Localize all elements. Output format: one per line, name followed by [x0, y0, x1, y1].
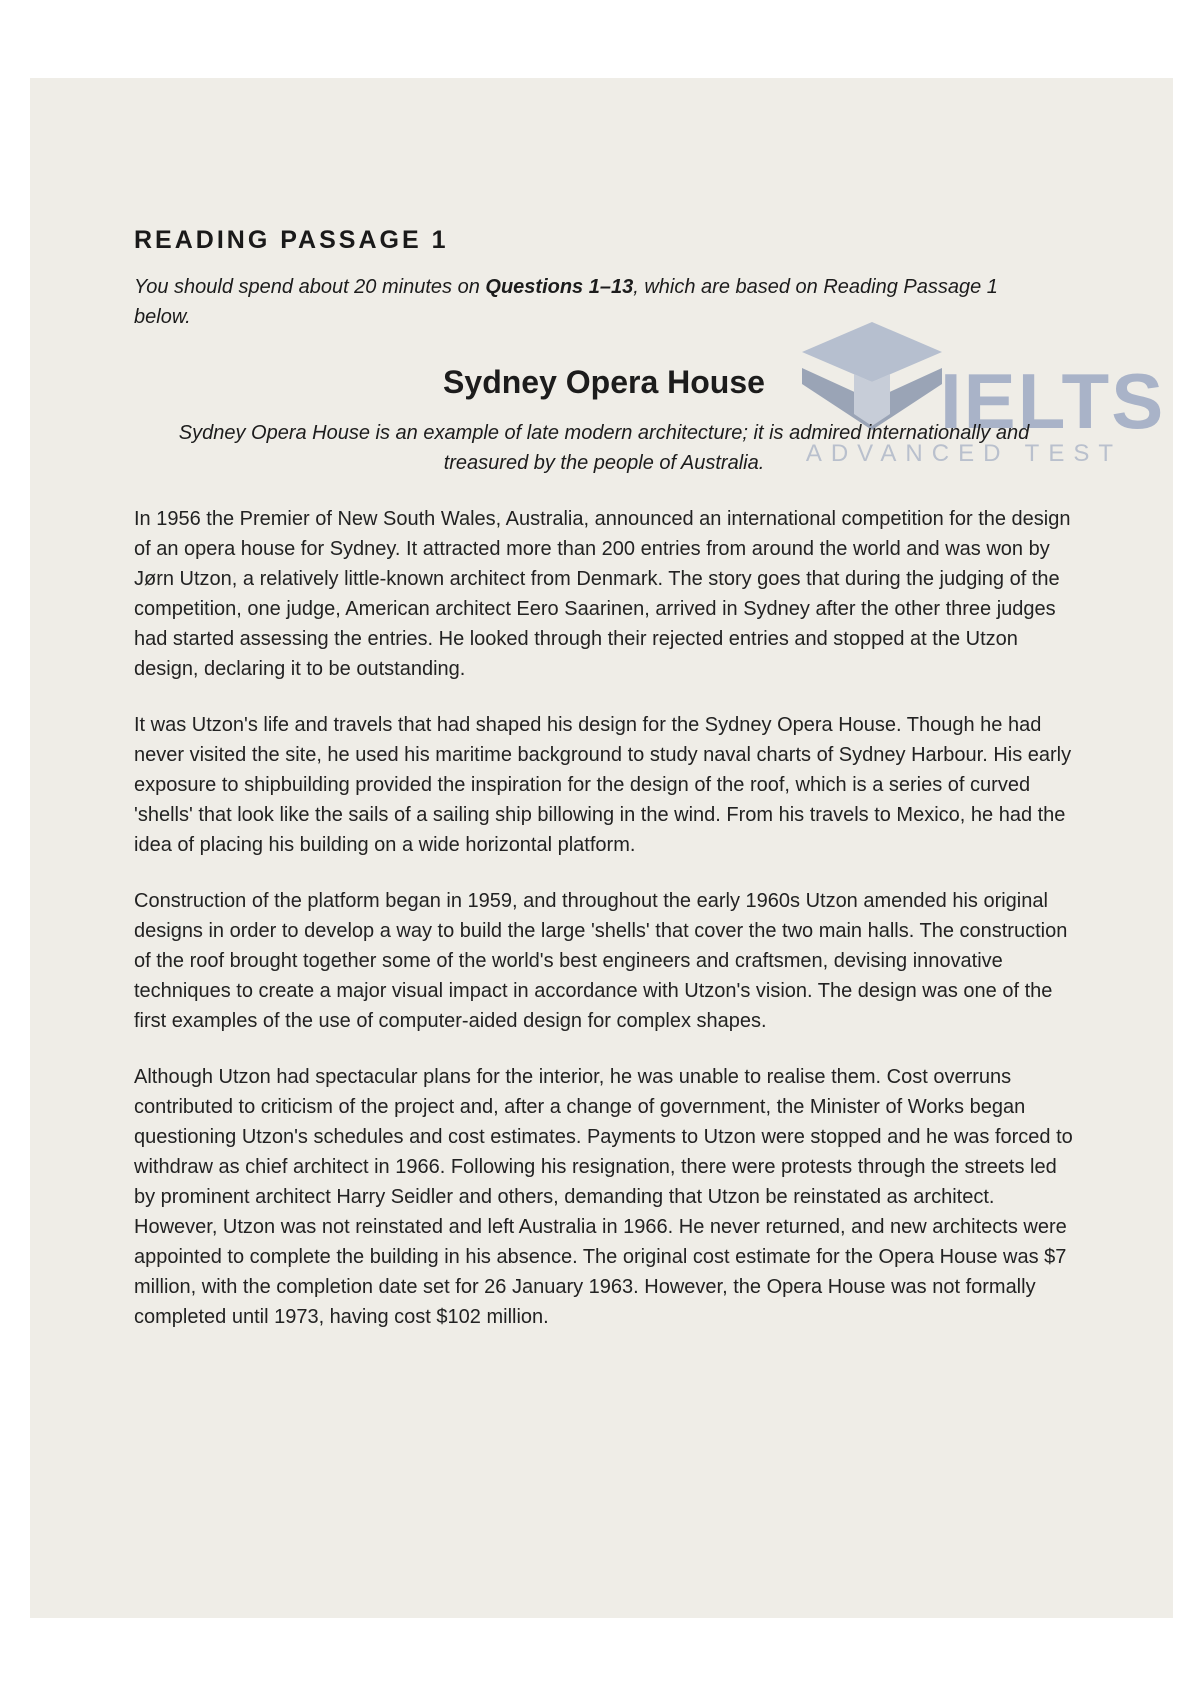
passage-title: Sydney Opera House: [443, 364, 765, 400]
instructions-text-end: , which are based on Reading Passage 1 below.: [134, 276, 998, 328]
instructions-questions: Questions 1–13: [485, 276, 634, 298]
passage-content: [134, 226, 1074, 1332]
paragraph-3: Construction of the platform began in 1959, and throughout the early 1960s Utzon amended his original designs in order to develop a way to build the large 'shells' that cover the two main halls. The construction of the roof brought together some of the world's best engineers and craftsmen, devising innovative techniques to create a major visual impact in accordance with Utzon's vision. The design was one of the first examples of the use of computer-aided design for complex shapes.: [134, 890, 1068, 1032]
paragraph-2: It was Utzon's life and travels that had shaped his design for the Sydney Opera House. Though he had never visited the site, he used his maritime background to study naval charts of Sydney Harbour. His early exposure to shipbuilding provided the inspiration for the design of the roof, which is a series of curved 'shells' that look like the sails of a sailing ship billowing in the wind. From his travels to Mexico, he had the idea of placing his building on a wide horizontal platform.: [134, 714, 1072, 856]
instructions: [134, 272, 1034, 332]
paragraph-1: In 1956 the Premier of New South Wales, Australia, announced an international competition for the design of an opera house for Sydney. It attracted more than 200 entries from around the world and was won by Jørn Utzon, a relatively little-known architect from Denmark. The story goes that during the judging of the competition, one judge, American architect Eero Saarinen, arrived in Sydney after the other three judges had started assessing the entries. He looked through their rejected entries and stopped at the Utzon design, declaring it to be outstanding.: [134, 508, 1071, 680]
watermark-logo-text: IELTS: [940, 357, 1166, 445]
passage-subtitle: Sydney Opera House is an example of late modern architecture; it is admired internationally and treasured by the people of Australia.: [178, 422, 1030, 474]
document-page: [30, 78, 1173, 1618]
instructions-text: You should spend about 20 minutes on: [134, 276, 486, 298]
watermark-subtitle: ADVANCED TEST: [805, 440, 1122, 467]
section-heading: READING PASSAGE 1: [134, 226, 449, 254]
paragraph-4: Although Utzon had spectacular plans for the interior, he was unable to realise them. Cost overruns contributed to criticism of the project and, after a change of government, the Minister of Works began questioning Utzon's schedules and cost estimates. Payments to Utzon were stopped and he was forced to withdraw as chief architect in 1966. Following his resignation, there were protests through the streets led by prominent architect Harry Seidler and others, demanding that Utzon be reinstated as architect. However, Utzon was not reinstated and left Australia in 1966. He never returned, and new architects were appointed to complete the building in his absence. The original cost estimate for the Opera House was $7 million, with the completion date set for 26 January 1963. However, the Opera House was not formally completed until 1973, having cost $102 million.: [134, 1066, 1073, 1328]
